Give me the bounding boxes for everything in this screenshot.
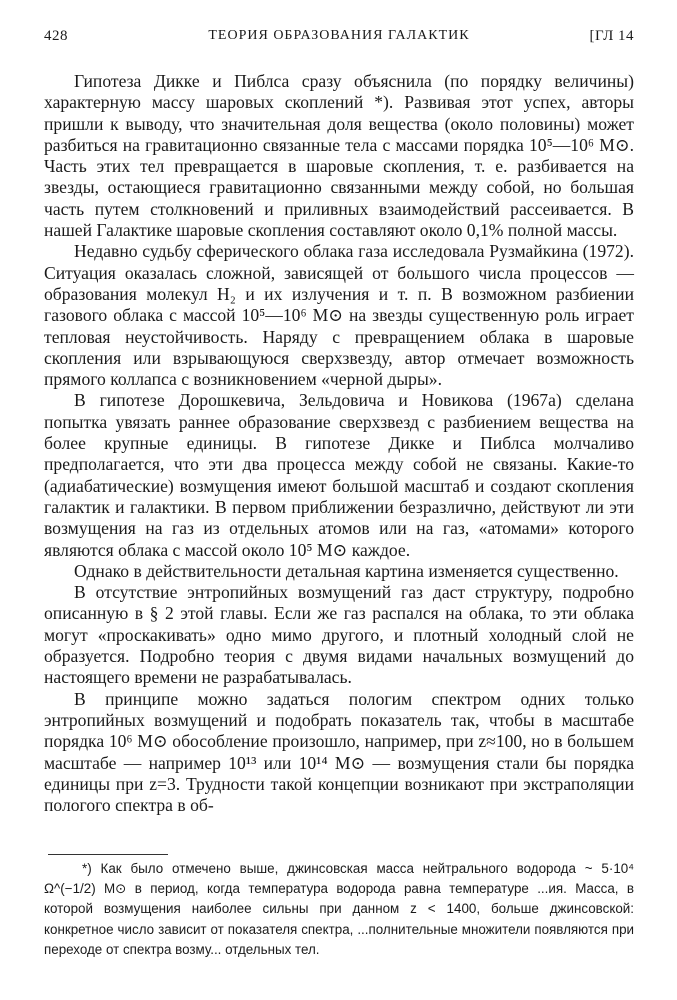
paragraph: В принципе можно задаться пологим спектром одних только энтропийных возмущений и подобрать показатель так, чтобы в масштабе порядка 10⁶ M⊙ обособление произошло, например, при z≈100, но в большем масштабе — например 10¹³ или 10¹⁴ M⊙ — возмущения стали бы порядка единицы при z=3. Трудности такой концепции возникают при экстраполяции пологого спектра в об- [44, 688, 634, 816]
running-title: ТЕОРИЯ ОБРАЗОВАНИЯ ГАЛАКТИК [208, 28, 470, 43]
paragraph: В отсутствие энтропийных возмущений газ даст структуру, подробно описанную в § 2 этой главы. Если же газ распался на облака, то эти облака могут «проскакивать» одно мимо другого, и плотный холодный слой не образуется. Подробно теория с двумя видами начальных возмущений до настоящего времени не разрабатывалась. [44, 582, 634, 688]
footnote [44, 859, 634, 960]
footnote-text: *) Как было отмечено выше, джинсовская масса нейтрального водорода ~ 5·10⁴ Ω^(−1/2) M⊙ в период, когда температура водорода равна температуре ...ия. Масса, в которой возмущения наиболее сильны при данном z < 1400, больше джинсовской: конкретное число зависит от показателя спектра, ...полнительные множители появляются при переходе от спектра возму... отдельных тел. [44, 861, 634, 957]
paragraph: В гипотезе Дорошкевича, Зельдовича и Новикова (1967а) сделана попытка увязать раннее образование сверхзвезд с разбиением вещества на более крупные единицы. В гипотезе Дикке и Пиблса молчаливо предполагается, что эти два процесса между собой не связаны. Какие-то (адиабатические) возмущения имеют большой масштаб и создают скопления галактик и галактики. В первом приближении безразлично, действуют ли эти возмущения на газ из отдельных атомов или на газ, «атомами» которого являются облака с массой около 10⁵ M⊙ каждое. [44, 390, 634, 560]
running-header [44, 28, 634, 50]
page-number: 428 [44, 28, 68, 44]
footnote-divider [48, 854, 168, 855]
main-text [44, 71, 634, 816]
paragraph: Гипотеза Дикке и Пиблса сразу объяснила (по порядку величины) характерную массу шаровых скоплений *). Развивая этот успех, авторы пришли к выводу, что значительная доля вещества (около половины) может разбиться на гравитационно связанные тела с массами порядка 10⁵—10⁶ M⊙. Часть этих тел превращается в шаровые скопления, т. е. разбивается на звезды, остающиеся гравитационно связанными между собой, но большая часть путем столкновений и приливных взаимодействий рассеивается. В нашей Галактике шаровые скопления составляют около 0,1% полной массы. [44, 71, 634, 241]
paragraph: Однако в действительности детальная картина изменяется существенно. [74, 560, 619, 581]
chapter-marker: [ГЛ 14 [589, 28, 634, 44]
paragraph: Недавно судьбу сферического облака газа исследовала Рузмайкина (1972). Ситуация оказалась сложной, зависящей от большого числа процессов — образования молекул H₂ и их излучения и т. п. В возможном разбиении газового облака с массой 10⁵—10⁶ M⊙ на звезды существенную роль играет тепловая неустойчивость. Наряду с превращением облака в шаровые скопления или взрывающуюся сверхзвезду, автор отмечает возможность прямого коллапса с возникновением «черной дыры». [44, 241, 634, 390]
